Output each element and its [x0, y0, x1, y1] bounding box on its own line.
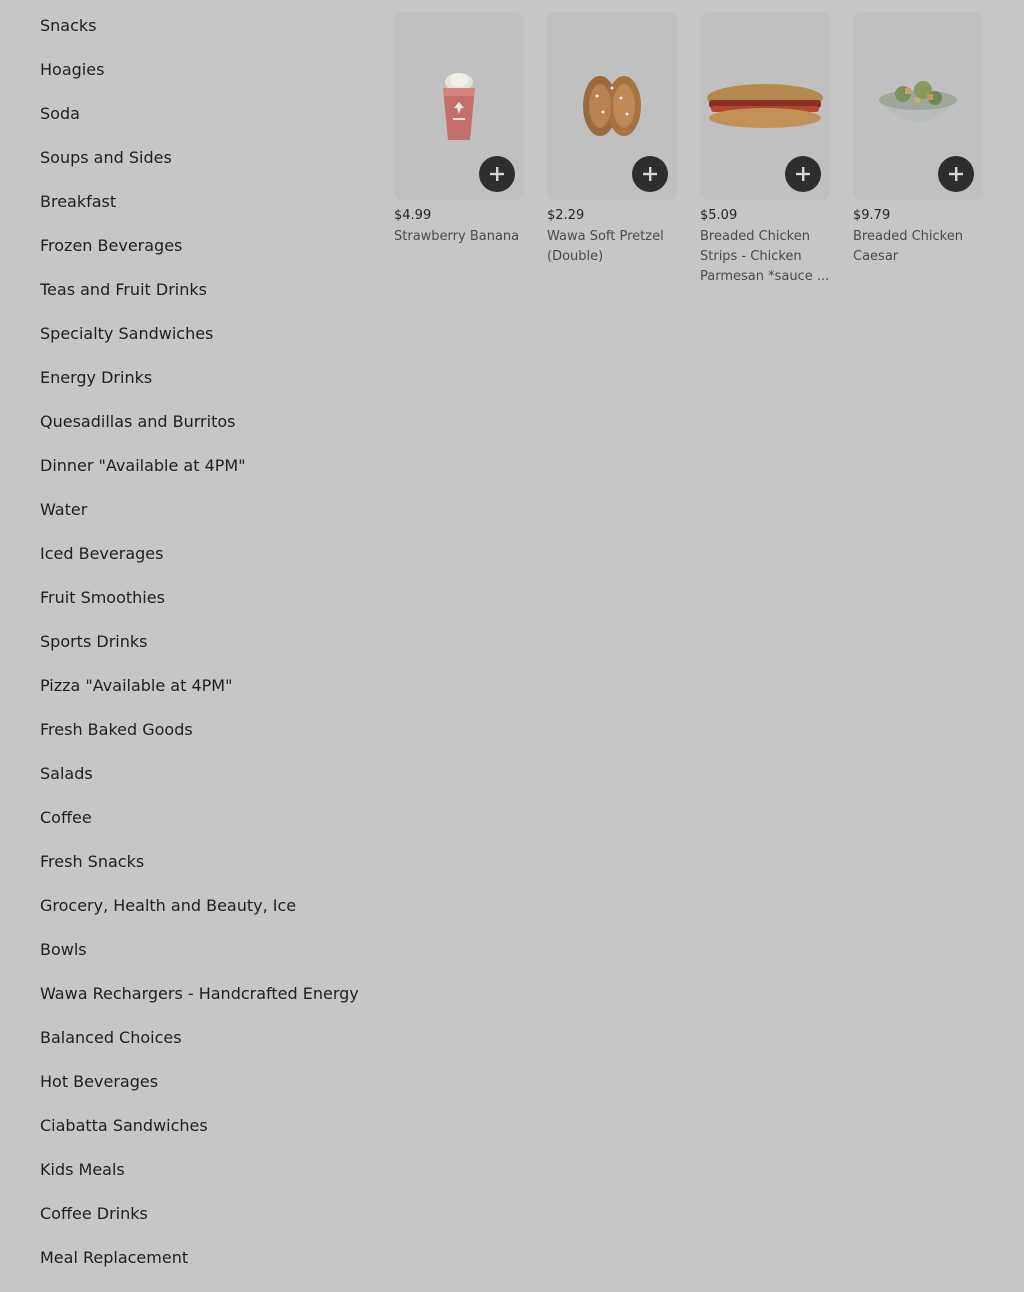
category-energy-drinks[interactable]: Energy Drinks [40, 368, 153, 387]
category-hot-beverages[interactable]: Hot Beverages [40, 1072, 159, 1091]
category-fresh-snacks[interactable]: Fresh Snacks [40, 852, 145, 871]
product-card[interactable] [700, 12, 830, 287]
category-fruit-smoothies[interactable]: Fruit Smoothies [40, 588, 165, 607]
category-nav [40, 4, 370, 1280]
category-balanced-choices[interactable]: Balanced Choices [40, 1028, 182, 1047]
product-grid [394, 12, 984, 287]
category-iced-beverages[interactable]: Iced Beverages [40, 544, 164, 563]
product-image-box[interactable] [394, 12, 524, 200]
plus-icon [643, 167, 657, 181]
product-image-box[interactable] [853, 12, 983, 200]
product-name: Breaded Chicken Caesar [853, 229, 963, 264]
add-to-cart-button[interactable] [938, 156, 974, 192]
product-image-box[interactable] [700, 12, 830, 200]
category-fresh-baked-goods[interactable]: Fresh Baked Goods [40, 720, 193, 739]
category-dinner[interactable]: Dinner "Available at 4PM" [40, 456, 246, 475]
plus-icon [796, 167, 810, 181]
product-name: Strawberry Banana [394, 229, 520, 244]
category-grocery-health-beauty-ice[interactable]: Grocery, Health and Beauty, Ice [40, 896, 297, 915]
add-to-cart-button[interactable] [785, 156, 821, 192]
category-quesadillas-and-burritos[interactable]: Quesadillas and Burritos [40, 412, 236, 431]
product-price: $5.09 [700, 208, 738, 223]
plus-icon [490, 167, 504, 181]
category-meal-replacement[interactable]: Meal Replacement [40, 1248, 189, 1267]
product-card[interactable] [547, 12, 677, 287]
category-kids-meals[interactable]: Kids Meals [40, 1160, 125, 1179]
add-to-cart-button[interactable] [479, 156, 515, 192]
category-wawa-rechargers[interactable]: Wawa Rechargers - Handcrafted Energy [40, 984, 359, 1003]
category-breakfast[interactable]: Breakfast [40, 192, 117, 211]
plus-icon [949, 167, 963, 181]
category-hoagies[interactable]: Hoagies [40, 60, 105, 79]
product-card[interactable] [853, 12, 983, 287]
add-to-cart-button[interactable] [632, 156, 668, 192]
product-image-box[interactable] [547, 12, 677, 200]
product-card[interactable] [394, 12, 524, 287]
category-sports-drinks[interactable]: Sports Drinks [40, 632, 148, 651]
category-salads[interactable]: Salads [40, 764, 93, 783]
category-soups-and-sides[interactable]: Soups and Sides [40, 148, 172, 167]
product-price: $9.79 [853, 208, 891, 223]
category-snacks[interactable]: Snacks [40, 16, 97, 35]
category-coffee[interactable]: Coffee [40, 808, 92, 827]
product-name: Wawa Soft Pretzel (Double) [547, 229, 664, 264]
category-coffee-drinks[interactable]: Coffee Drinks [40, 1204, 148, 1223]
category-frozen-beverages[interactable]: Frozen Beverages [40, 236, 183, 255]
category-water[interactable]: Water [40, 500, 88, 519]
category-bowls[interactable]: Bowls [40, 940, 87, 959]
category-pizza[interactable]: Pizza "Available at 4PM" [40, 676, 233, 695]
category-ciabatta-sandwiches[interactable]: Ciabatta Sandwiches [40, 1116, 208, 1135]
category-teas-and-fruit-drinks[interactable]: Teas and Fruit Drinks [40, 280, 207, 299]
category-specialty-sandwiches[interactable]: Specialty Sandwiches [40, 324, 214, 343]
product-price: $2.29 [547, 208, 585, 223]
category-soda[interactable]: Soda [40, 104, 80, 123]
product-name: Breaded Chicken Strips - Chicken Parmesan *sauce ... [700, 229, 830, 284]
product-price: $4.99 [394, 208, 432, 223]
